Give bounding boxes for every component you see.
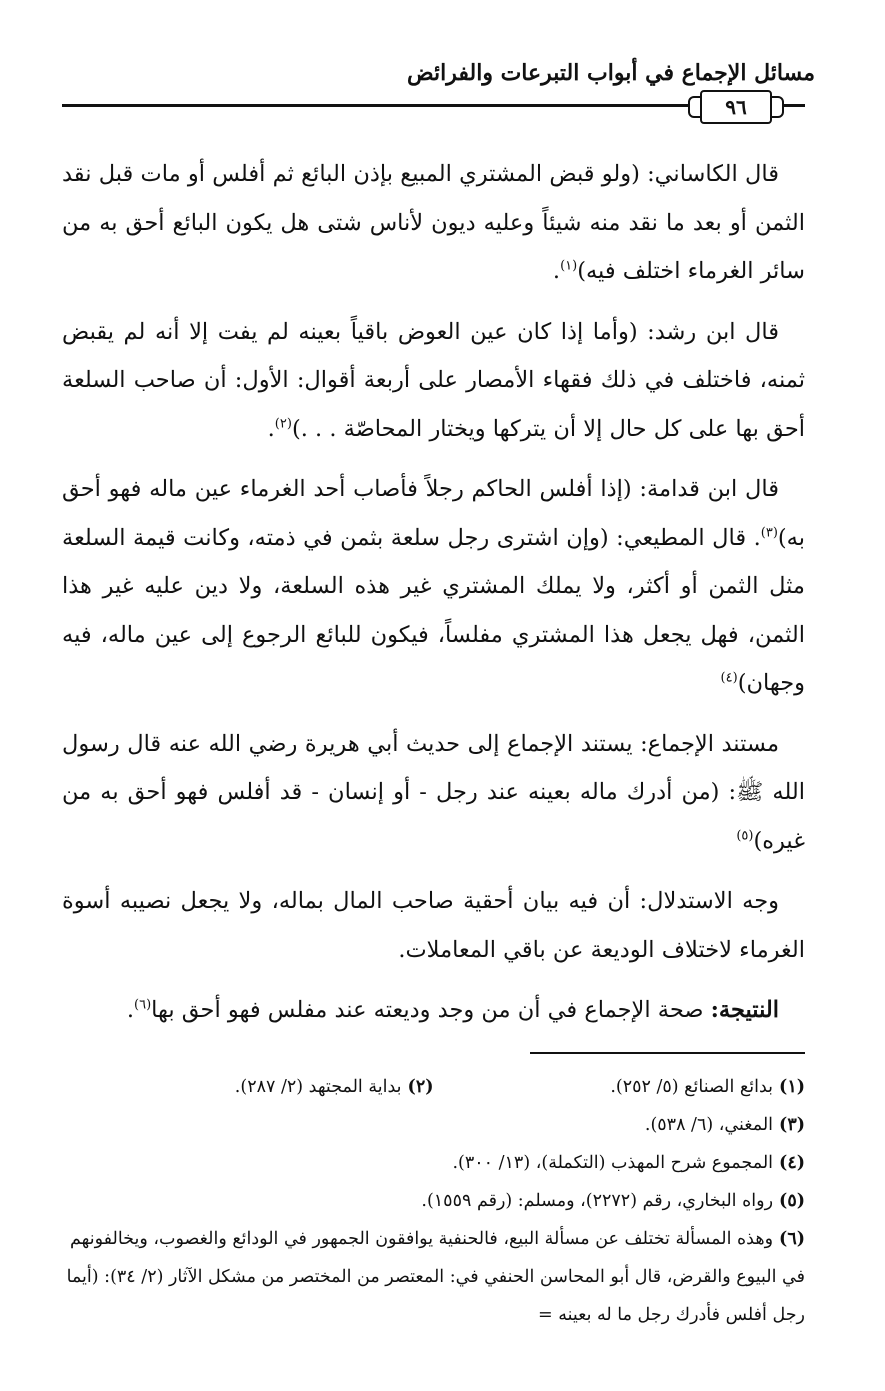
result-label: النتيجة:: [710, 997, 779, 1023]
paragraph-kasani: [62, 150, 805, 296]
paragraph-ibn-rushd: [62, 308, 805, 454]
footnote-number: (٢): [407, 1077, 434, 1097]
footnote-1: [434, 1068, 806, 1106]
footnote-text: بداية المجتهد (٢/ ٢٨٧).: [234, 1077, 402, 1097]
footnote-5: [62, 1182, 805, 1220]
paragraph-text: قال ابن رشد: (وأما إذا كان عين العوض باقياً بعينه لم يفت إلا أنه لم يقبض ثمنه، فاختلف في ذلك فقهاء الأمصار على أربعة أقوال: الأول: أن صاحب السلعة أحق بها على كل حال إلا أن يتركها ويختار المحاصّة . . .): [62, 318, 805, 442]
footnote-ref: (٢): [274, 416, 292, 431]
paragraph-tail: . قال المطيعي: (وإن اشترى رجل سلعة بثمن في ذمته، وكانت قيمة السلعة مثل الثمن أو أكثر، ولا يملك المشتري غير هذه السلعة، ولا دين عليه غير هذا الثمن، فهل يجعل هذا المشتري مفلساً، فيكون للبائع الرجوع إلى عين ماله، فيه وجهان): [62, 524, 805, 696]
footnote-text: وهذه المسألة تختلف عن مسألة البيع، فالحنفية يوافقون الجمهور في الودائع والغصوب، ويخالفونهم في البيوع والقرض، قال أبو المحاسن الحنفي في: المعتصر من المختصر من مشكل الآثار (٢/ ٣٤): (أيما رجل أفلس فأدرك رجل ما له بعينه =: [66, 1229, 805, 1325]
footnote-ref: (٦): [134, 997, 152, 1013]
page-number-badge: [700, 90, 772, 124]
paragraph-ibn-qudamah: [62, 465, 805, 708]
footnote-number: (٤): [779, 1153, 805, 1173]
footnote-text: رواه البخاري، رقم (٢٢٧٢)، ومسلم: (رقم ١٥٥٩).: [421, 1191, 774, 1211]
footnote-3: [62, 1106, 805, 1144]
footnotes: [62, 1068, 805, 1334]
footnote-6: [62, 1220, 805, 1334]
paragraph-tail: .: [126, 997, 135, 1023]
footnote-2: [62, 1068, 434, 1106]
body-text: [62, 150, 805, 1047]
footnote-rule: [530, 1052, 805, 1054]
page-number: ٩٦: [725, 95, 747, 119]
footnote-row: [62, 1068, 805, 1106]
running-header-title: مسائل الإجماع في أبواب التبرعات والفرائض: [407, 60, 815, 86]
footnote-text: بدائع الصنائع (٥/ ٢٥٢).: [610, 1077, 774, 1097]
footnote-ref: (٥): [736, 828, 754, 843]
paragraph-text: صحة الإجماع في أن من وجد وديعته عند مفلس فهو أحق بها: [151, 997, 711, 1023]
footnote-ref: (٣): [760, 525, 778, 540]
footnote-number: (٣): [779, 1115, 805, 1135]
footnote-ref: (١): [560, 258, 578, 274]
paragraph-text: مستند الإجماع: يستند الإجماع إلى حديث أبي هريرة رضي الله عنه قال رسول الله ﷺ: (من أدرك ماله بعينه عند رجل - أو إنسان - قد أفلس فهو أحق به من غيره): [62, 730, 805, 854]
paragraph-tail: .: [552, 258, 561, 284]
paragraph-text: قال ابن قدامة: (إذا أفلس الحاكم رجلاً فأصاب أحد الغرماء عين ماله فهو أحق به): [62, 476, 805, 551]
footnote-number: (٦): [779, 1229, 805, 1249]
paragraph-reasoning: [62, 877, 805, 974]
footnote-text: المغني، (٦/ ٥٣٨).: [644, 1115, 774, 1135]
paragraph-result: [62, 986, 805, 1035]
paragraph-tail: .: [267, 415, 275, 442]
footnote-ref: (٤): [720, 670, 738, 686]
footnote-number: (٥): [779, 1191, 805, 1211]
footnote-4: [62, 1144, 805, 1182]
paragraph-text: قال الكاساني: (ولو قبض المشتري المبيع بإذن البائع ثم أفلس أو مات قبل نقد الثمن أو بعد ما نقد منه شيئاً وعليه ديون لأناس شتى هل يكون البائع أحق به من سائر الغرماء اختلف فيه): [62, 161, 805, 284]
paragraph-text: وجه الاستدلال: أن فيه بيان أحقية صاحب المال بماله، ولا يجعل نصيبه أسوة الغرماء لاختلاف الوديعة عن باقي المعاملات.: [62, 888, 805, 963]
footnote-number: (١): [779, 1077, 805, 1097]
paragraph-evidence: [62, 720, 805, 866]
footnote-text: المجموع شرح المهذب (التكملة)، (١٣/ ٣٠٠).: [452, 1153, 774, 1173]
